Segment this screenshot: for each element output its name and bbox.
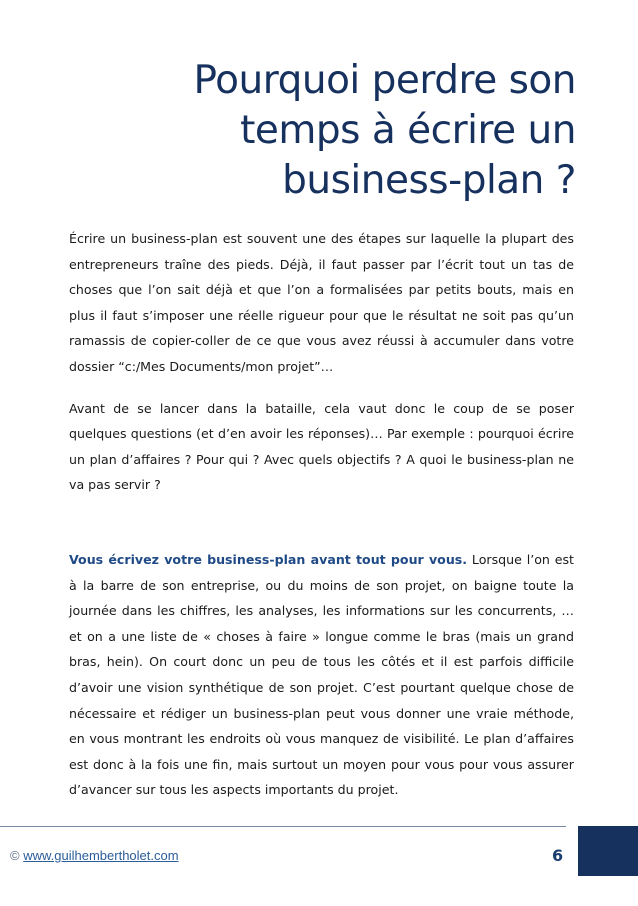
page-title [56, 56, 576, 206]
body-text [69, 226, 574, 803]
footer-divider [0, 826, 566, 827]
page-number: 6 [552, 846, 564, 865]
copyright-symbol: © [10, 848, 20, 863]
paragraph-intro: Écrire un business-plan est souvent une des étapes sur laquelle la plupart des entrepreneurs traîne des pieds. Déjà, il faut passer par l’écrit tout un tas de choses que l’on sait déjà et que l’on a formalisées par petits bouts, mais en plus il faut s’imposer une réelle rigueur pour que le résultat ne soit pas qu’un ramassis de copier-coller de ce que vous avez réussi à accumuler dans votre dossier “c:/Mes Documents/mon projet”… [69, 231, 574, 374]
website-link[interactable]: www.guilhembertholet.com [23, 848, 179, 863]
paragraph-questions: Avant de se lancer dans la bataille, cela vaut donc le coup de se poser quelques questions (et d’en avoir les réponses)… Par exemple : pourquoi écrire un plan d’affaires ? Pour qui ? Avec quels objectifs ? A quoi le business-plan ne va pas servir ? [69, 400, 574, 493]
paragraph-for-you [69, 547, 574, 803]
paragraph-lead: Vous écrivez votre business-plan avant tout pour vous. [69, 551, 468, 567]
footer-website [10, 848, 179, 863]
footer-corner-block [578, 826, 638, 876]
page-title-line-1: Pourquoi perdre son [193, 58, 576, 103]
paragraph-for-you-body: Lorsque l’on est à la barre de son entreprise, ou du moins de son projet, on baigne toute la journée dans les chiffres, les analyses, les informations sur les concurrents, … et on a une liste de « choses à faire » longue comme le bras (mais un grand bras, hein). On court donc un peu de tous les côtés et il est parfois difficile d’avoir une vision synthétique de son projet. C’est pourtant quelque chose de nécessaire et rédiger un business-plan peut vous donner une vraie méthode, en vous montrant les endroits où vous manquez de visibilité. Le plan d’affaires est donc à la fois une fin, mais surtout un moyen pour vous pour vous assurer d’avancer sur tous les aspects importants du projet. [69, 551, 574, 798]
page-title-line-2: temps à écrire un [240, 108, 576, 153]
page-title-line-3: business-plan ? [282, 158, 576, 203]
